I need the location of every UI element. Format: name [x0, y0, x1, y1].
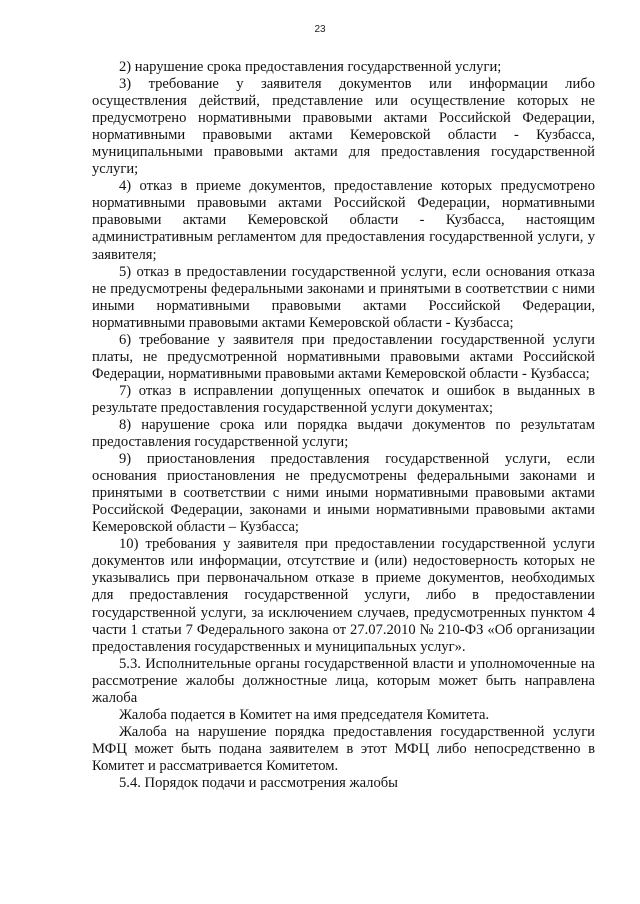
paragraph-item-5: 5) отказ в предоставлении государственной услуги, если основания отказа не предусмотрены федеральными законами и принятыми в соответствии с ними иными нормативными правовыми актами Российской Федерации, нормативными правовыми актами Кемеровской области - Кузбасса; — [92, 263, 595, 331]
paragraph-item-3: 3) требование у заявителя документов или информации либо осуществления действий, представление или осуществление которых не предусмотрено нормативными правовыми актами Российской Федерации, нормативными правовыми актами Кемеровской области - Кузбасса, муниципальными правовыми актами для предоставления государственной услуги; — [92, 76, 595, 178]
paragraph-item-2: 2) нарушение срока предоставления государственной услуги; — [119, 59, 502, 75]
paragraph-item-8: 8) нарушение срока или порядка выдачи документов по результатам предоставления государственной услуги; — [92, 416, 595, 451]
paragraph-item-4: 4) отказ в приеме документов, предоставление которых предусмотрено нормативными правовыми актами Российской Федерации, нормативными правовыми актами Кемеровской области - Кузбасса, настоящим административным регламентом для предоставления государственной услуги, у заявителя; — [92, 178, 595, 263]
page-number: 23 — [314, 24, 326, 35]
paragraph-complaint-submission: Жалоба подается в Комитет на имя председателя Комитета. — [119, 706, 490, 723]
paragraph-item-9: 9) приостановления предоставления государственной услуги, если основания приостановления не предусмотрены федеральными законами и принятыми в соответствии с ними иными нормативными правовыми актами Российской Федерации, законами и иными нормативными правовыми актами Кемеровской области – Кузбасса; — [92, 451, 595, 536]
paragraph-item-7: 7) отказ в исправлении допущенных опечаток и ошибок в выданных в результате предоставления государственной услуги документах; — [92, 382, 595, 416]
paragraph-item-10: 10) требования у заявителя при предоставлении государственной услуги документов или информации, отсутствие и (или) недостоверность которых не указывались при первоначальном отказе в приеме документов, необходимых для предоставления государственной услуги, либо в предоставлении государственной услуги, за исключением случаев, предусмотренных пунктом 4 части 1 статьи 7 Федерального закона от 27.07.2010 № 210-ФЗ «Об организации предоставления государственных и муниципальных услуг». — [92, 536, 595, 655]
document-body — [92, 59, 595, 792]
paragraph-item-6: 6) требование у заявителя при предоставлении государственной услуги платы, не предусмотренной нормативными правовыми актами Российской Федерации, нормативными правовыми актами Кемеровской области - Кузбасса; — [92, 331, 595, 382]
section-5-3-heading: 5.3. Исполнительные органы государственной власти и уполномоченные на рассмотрение жалобы должностные лица, которым может быть направлена жалоба — [92, 655, 595, 706]
paragraph-mfc-complaint: Жалоба на нарушение порядка предоставления государственной услуги МФЦ может быть подана заявителем в этот МФЦ либо непосредственно в Комитет и рассматривается Комитетом. — [92, 723, 595, 774]
section-5-4-heading: 5.4. Порядок подачи и рассмотрения жалобы — [119, 774, 398, 791]
